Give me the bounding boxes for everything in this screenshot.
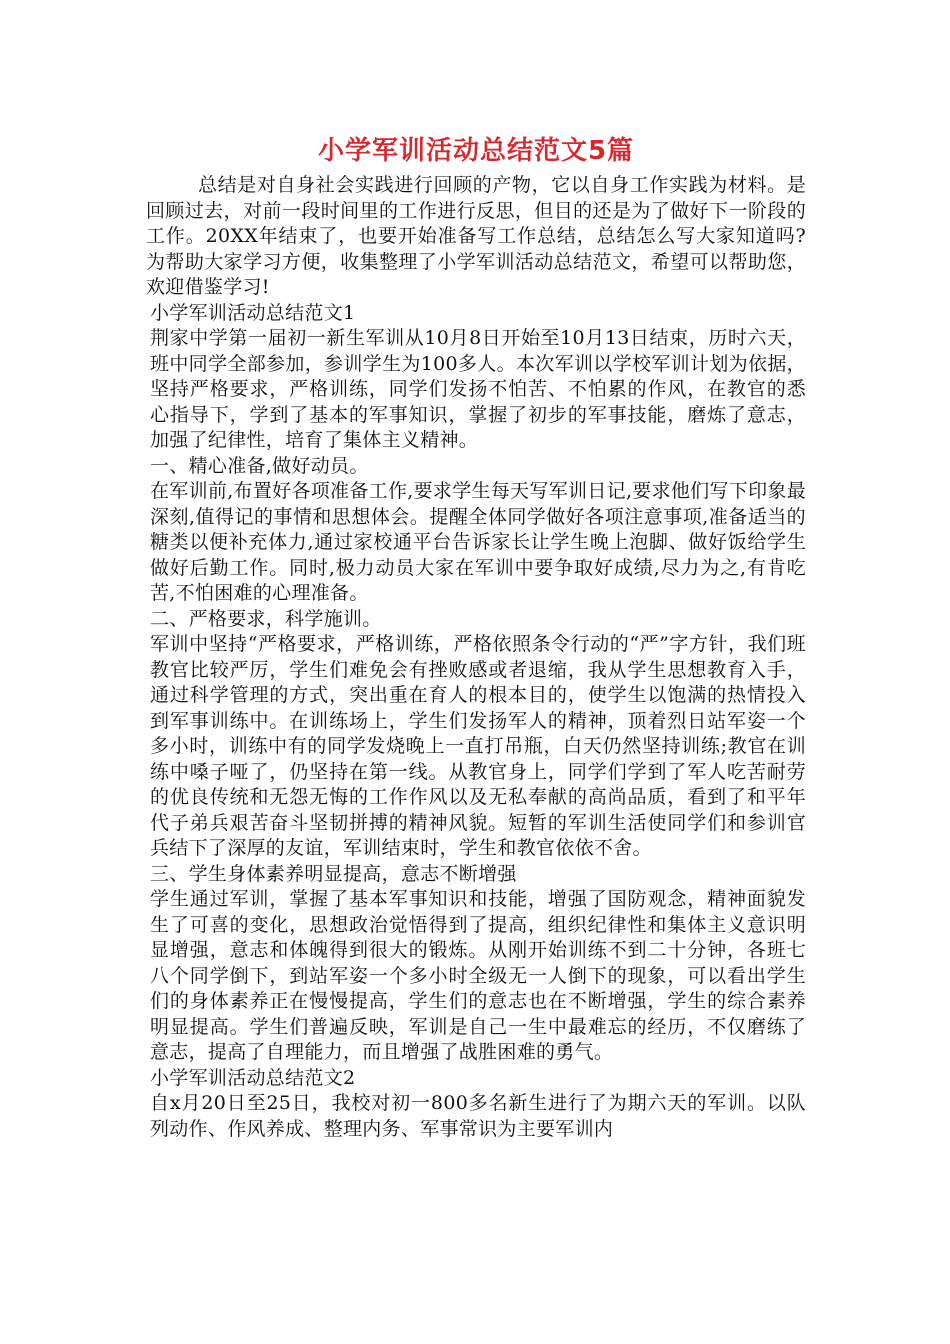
document-page	[146, 128, 806, 1142]
article1-paragraph-4: 学生通过军训，掌握了基本军事知识和技能，增强了国防观念，精神面貌发生了可喜的变化，思想政治觉悟得到了提高，组织纪律性和集体主义意识明显增强，意志和体魄得到很大的锻炼。从刚开始训练不到二十分钟，各班七八个同学倒下，到站军姿一个多小时全级无一人倒下的现象，可以看出学生们的身体素养正在慢慢提高，学生们的意志也在不断增强，学生的综合素养明显提高。学生们普遍反映，军训是自己一生中最难忘的经历，不仅磨练了意志，提高了自理能力，而且增强了战胜困难的勇气。	[150, 888, 806, 1063]
section-heading-2: 二、严格要求，科学施训。	[150, 607, 382, 630]
article-heading-1: 小学军训活动总结范文1	[150, 301, 356, 324]
section-heading-3: 三、学生身体素养明显提高，意志不断增强	[150, 862, 517, 885]
article-heading-2: 小学军训活动总结范文2	[150, 1066, 356, 1089]
intro-paragraph: 总结是对自身社会实践进行回顾的产物，它以自身工作实践为材料。是回顾过去，对前一段时间里的工作进行反思，但目的还是为了做好下一阶段的工作。20XX年结束了，也要开始准备写工作总结，总结怎么写大家知道吗?为帮助大家学习方便，收集整理了小学军训活动总结范文，希望可以帮助您，欢迎借鉴学习!	[146, 174, 806, 298]
article1-paragraph-3: 军训中坚持“严格要求，严格训练，严格依照条令行动的“严”字方针，我们班教官比较严厉，学生们难免会有挫败感或者退缩，我从学生思想教育入手，通过科学管理的方式，突出重在育人的根本目的，使学生以饱满的热情投入到军事训练中。在训练场上，学生们发扬军人的精神，顶着烈日站军姿一个多小时，训练中有的同学发烧晚上一直打吊瓶，白天仍然坚持训练;教官在训练中嗓子哑了，仍坚持在第一线。从教官身上，同学们学到了军人吃苦耐劳的优良传统和无怨无悔的工作作风以及无私奉献的高尚品质，看到了和平年代子弟兵艰苦奋斗坚韧拼搏的精神风貌。短暂的军训生活使同学们和参训官兵结下了深厚的友谊，军训结束时，学生和教官依依不舍。	[150, 633, 806, 859]
section-heading-1: 一、精心准备,做好动员。	[150, 454, 369, 477]
article1-paragraph-2: 在军训前,布置好各项准备工作,要求学生每天写军训日记,要求他们写下印象最深刻,值得记的事情和思想体会。提醒全体同学做好各项注意事项,准备适当的糖类以便补充体力,通过家校通平台告诉家长让学生晚上泡脚、做好饭给学生做好后勤工作。同时,极力动员大家在军训中要争取好成绩,尽力为之,有肯吃苦,不怕困难的心理准备。	[150, 480, 806, 604]
article1-paragraph-1: 荆家中学第一届初一新生军训从10月8日开始至10月13日结束，历时六天，班中同学全部参加，参训学生为100多人。本次军训以学校军训计划为依据，坚持严格要求，严格训练，同学们发扬不怕苦、不怕累的作风，在教官的悉心指导下，学到了基本的军事知识，掌握了初步的军事技能，磨炼了意志，加强了纪律性，培育了集体主义精神。	[150, 327, 806, 451]
document-title: 小学军训活动总结范文5篇	[317, 136, 635, 166]
article2-paragraph-1: 自x月20日至25日，我校对初一800多名新生进行了为期六天的军训。以队列动作、作风养成、整理内务、军事常识为主要军训内	[150, 1092, 806, 1140]
